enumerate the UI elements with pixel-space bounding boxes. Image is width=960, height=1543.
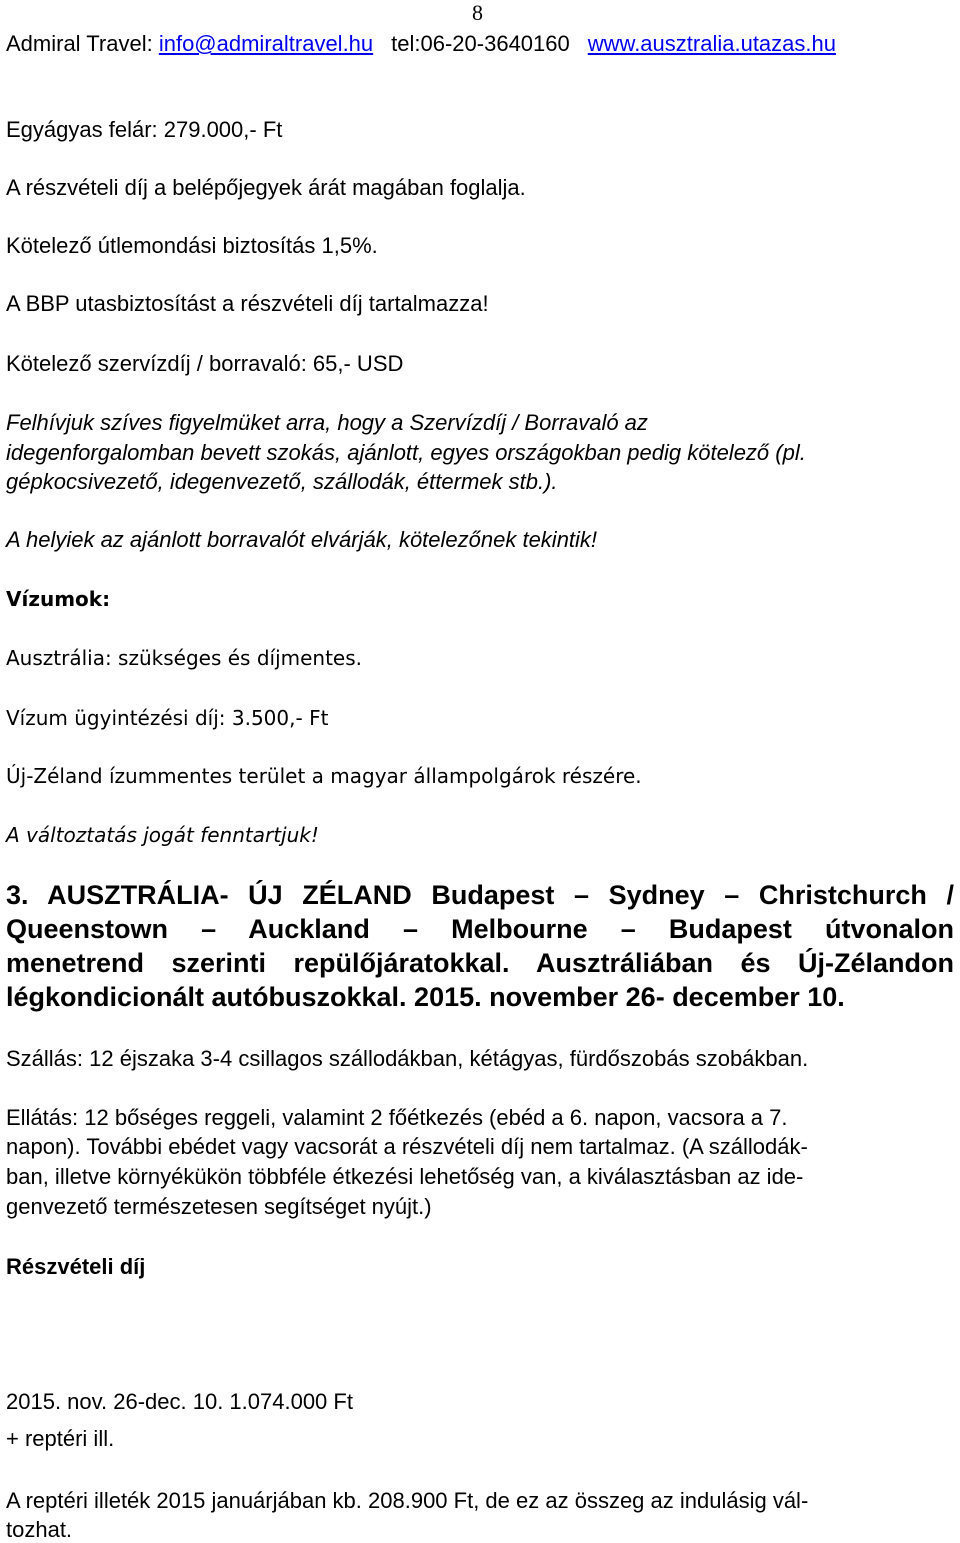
service-fee-note: Kötelező szervízdíj / borravaló: 65,- USD: [6, 351, 404, 376]
header-phone: tel:06-20-3640160: [391, 31, 570, 56]
header-company: Admiral Travel:: [6, 31, 159, 56]
tour-title-line-4: légkondicionált autóbuszokkal. 2015. november 26- december 10.: [6, 982, 845, 1012]
meals-info-line-3: ban, illetve környékükön többféle étkezési lehetőség van, a kiválasztásban az ide-: [6, 1164, 804, 1189]
tipping-notice-line-3: gépkocsivezető, idegenvezető, szállodák, éttermek stb.).: [6, 469, 558, 494]
meals-info-line-4: genvezető természetesen segítséget nyújt.): [6, 1194, 432, 1219]
visa-new-zealand: Új-Zéland ízummentes terület a magyar állampolgárok részére.: [6, 764, 642, 788]
airport-fee-note-line-1: A reptéri illeték 2015 januárjában kb. 208.900 Ft, de ez az összeg az indulásig vál-: [6, 1488, 809, 1513]
page-header: [6, 31, 836, 57]
header-website-link[interactable]: www.ausztralia.utazas.hu: [587, 31, 836, 56]
meals-info-line-2: napon). További ebédet vagy vacsorát a részvételi díj nem tartalmaz. (A szállodák-: [6, 1134, 808, 1159]
rights-reserved-note: A változtatás jogát fenntartjuk!: [6, 823, 319, 847]
accommodation-info: Szállás: 12 éjszaka 3-4 csillagos szállodákban, kétágyas, fürdőszobás szobákban.: [6, 1046, 809, 1071]
price-heading: Részvételi díj: [6, 1254, 146, 1279]
tour-title-line-3: menetrend szerinti repülőjáratokkal. Ausztráliában és Új-Zélandon: [6, 948, 954, 978]
airport-fee-note-line-2: tozhat.: [6, 1517, 73, 1542]
visas-heading: Vízumok:: [6, 587, 111, 611]
visa-fee: Vízum ügyintézési díj: 3.500,- Ft: [6, 706, 329, 730]
price-line: 2015. nov. 26-dec. 10. 1.074.000 Ft: [6, 1389, 353, 1414]
bbp-insurance-note: A BBP utasbiztosítást a részvételi díj tartalmazza!: [6, 291, 489, 316]
page-number: 8: [472, 0, 483, 25]
airport-fee-plus: + reptéri ill.: [6, 1426, 115, 1451]
tipping-notice-line-1: Felhívjuk szíves figyelmüket arra, hogy a Szervízdíj / Borravaló az: [6, 410, 648, 435]
tour-title-line-2: Queenstown – Auckland – Melbourne – Budapest útvonalon: [6, 914, 954, 944]
single-supplement: Egyágyas felár: 279.000,- Ft: [6, 117, 283, 142]
tipping-notice-line-4: A helyiek az ajánlott borravalót elvárják, kötelezőnek tekintik!: [6, 527, 598, 552]
meals-info-line-1: Ellátás: 12 bőséges reggeli, valamint 2 főétkezés (ebéd a 6. napon, vacsora a 7.: [6, 1105, 788, 1130]
entry-tickets-note: A részvételi díj a belépőjegyek árát magában foglalja.: [6, 175, 526, 200]
tipping-notice-line-2: idegenforgalomban bevett szokás, ajánlott, egyes országokban pedig kötelező (pl.: [6, 440, 806, 465]
header-email-link[interactable]: info@admiraltravel.hu: [158, 31, 374, 56]
visa-australia: Ausztrália: szükséges és díjmentes.: [6, 646, 363, 670]
cancellation-insurance-note: Kötelező útlemondási biztosítás 1,5%.: [6, 233, 378, 258]
tour-title-line-1: 3. AUSZTRÁLIA- ÚJ ZÉLAND Budapest – Sydney – Christchurch /: [6, 880, 954, 910]
